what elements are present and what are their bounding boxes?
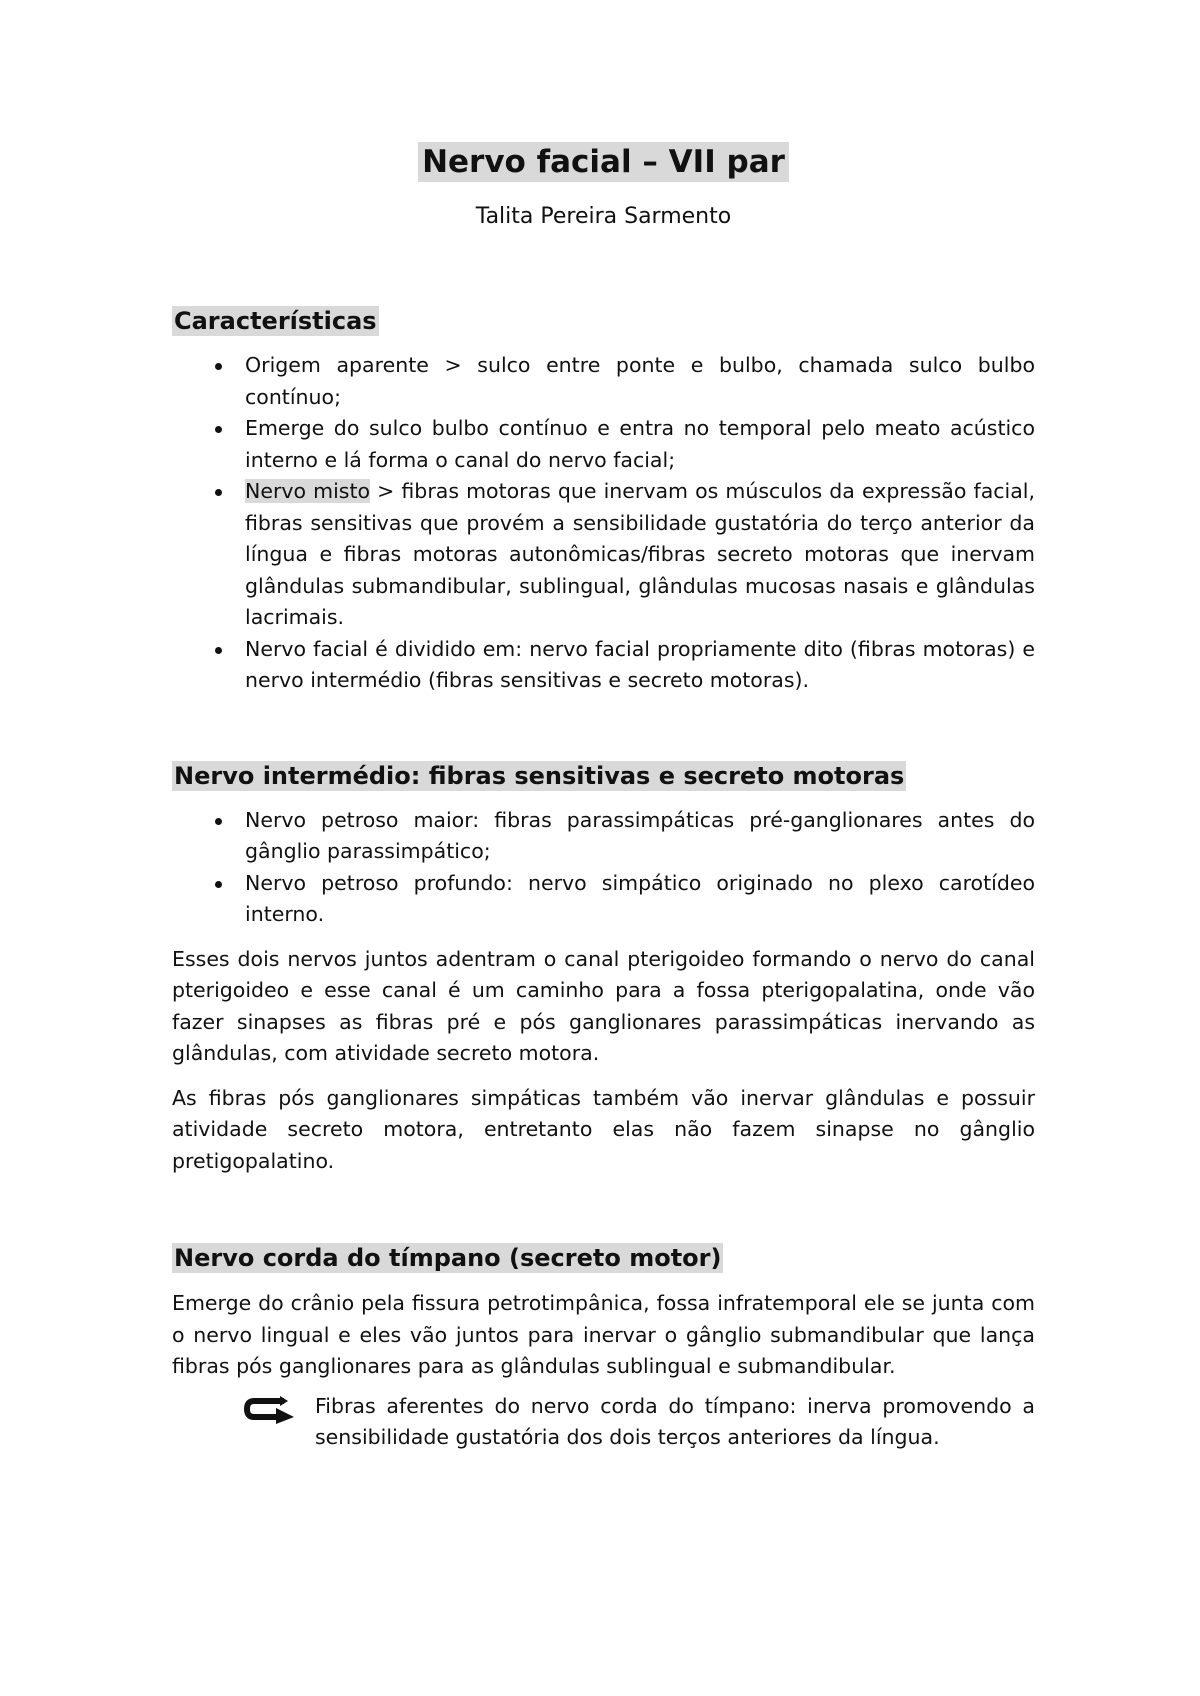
document-author: Talita Pereira Sarmento <box>475 204 732 229</box>
paragraph: As fibras pós ganglionares simpáticas também vão inervar glândulas e possuir atividade secreto motora, entretanto elas não fazem sinapse no gânglio pretigopalatino. <box>172 1085 1035 1173</box>
paragraph: Esses dois nervos juntos adentram o canal pterigoideo formando o nervo do canal pterigoideo e esse canal é um caminho para a fossa pterigopalatina, onde vão fazer sinapses as fibras pré e pós ganglionares parassimpáticas inervando as glândulas, com atividade secreto motora. <box>172 946 1035 1065</box>
highlighted-term: Nervo misto <box>245 479 371 503</box>
curved-arrow-icon <box>244 1394 296 1424</box>
list-item-text: Emerge do sulco bulbo contínuo e entra no temporal pelo meato acústico interno e lá forma o canal do nervo facial; <box>245 416 1035 472</box>
list-item <box>172 413 1035 476</box>
list-item-text: Nervo facial é dividido em: nervo facial propriamente dito (fibras motoras) e nervo intermédio (fibras sensitivas e secreto motoras). <box>245 636 1035 692</box>
caracteristicas-list <box>172 350 1035 697</box>
section-heading-corda <box>172 1241 1035 1275</box>
list-item-text: > fibras motoras que inervam os músculos da expressão facial, fibras sensitivas que provém a sensibilidade gustatória do terço anterior da língua e fibras motoras autonômicas/fibras secreto motoras que inervam glândulas submandibular, sublingual, glândulas mucosas nasais e glândulas lacrimais. <box>245 479 1035 629</box>
section-heading-text: Nervo intermédio: fibras sensitivas e secreto motoras <box>174 761 905 790</box>
paragraph: Emerge do crânio pela fissura petrotimpânica, fossa infratemporal ele se junta com o nervo lingual e eles vão juntos para inervar o gânglio submandibular que lança fibras pós ganglionares para as glândulas sublingual e submandibular. <box>172 1291 1035 1378</box>
note-text: Fibras aferentes do nervo corda do tímpano: inerva promovendo a sensibilidade gustatória dos dois terços anteriores da língua. <box>315 1393 1035 1449</box>
list-item <box>172 634 1035 697</box>
section-heading-caracteristicas <box>172 304 1035 338</box>
document-title <box>172 140 1035 184</box>
section-heading-text: Características <box>174 307 377 335</box>
section-heading-text: Nervo corda do tímpano (secreto motor) <box>174 1244 722 1272</box>
list-item <box>172 350 1035 413</box>
list-item <box>172 805 1035 868</box>
list-item-text: Origem aparente > sulco entre ponte e bulbo, chamada sulco bulbo contínuo; <box>245 353 1035 409</box>
list-item <box>172 476 1035 634</box>
intermedio-list <box>172 805 1035 931</box>
note-block <box>172 1391 1035 1454</box>
section-heading-intermedio <box>172 759 1035 793</box>
list-item-text: Nervo petroso maior: fibras parassimpáticas pré-ganglionares antes do gânglio parassimpático; <box>245 807 1035 863</box>
list-item <box>172 868 1035 931</box>
list-item-text: Nervo petroso profundo: nervo simpático originado no plexo carotídeo interno. <box>245 870 1035 926</box>
document-title-text: Nervo facial – VII par <box>418 142 789 182</box>
